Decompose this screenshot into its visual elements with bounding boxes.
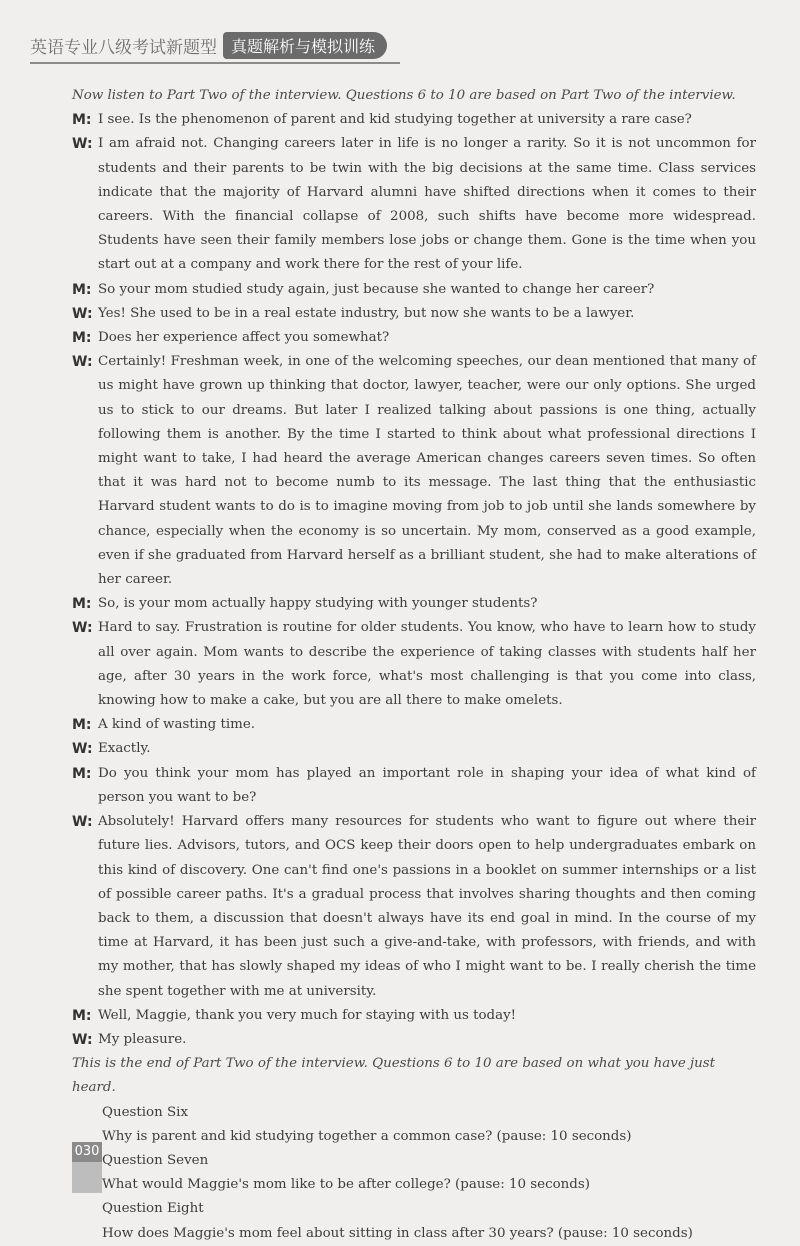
dialogue-turn bbox=[72, 616, 756, 713]
speaker-label: M: bbox=[72, 596, 92, 613]
dialogue-turn bbox=[72, 713, 756, 737]
speaker-label: M: bbox=[72, 112, 92, 129]
dialogue-turn bbox=[72, 326, 756, 350]
question-heading: Question Eight bbox=[102, 1201, 204, 1217]
part-outro-instruction: This is the end of Part Two of the interview. Questions 6 to 10 are based on what you have just heard. bbox=[72, 1056, 716, 1096]
book-series-title: 英语专业八级考试新题型 bbox=[30, 37, 217, 58]
page-number: 030 bbox=[72, 1142, 102, 1162]
dialogue-turn bbox=[72, 132, 756, 277]
utterance-text: Certainly! Freshman week, in one of the welcoming speeches, our dean mentioned that many of us might have grown up thinking that doctor, lawyer, teacher, were our only options. She urged us to stick to our dreams. But later I realized talking about passions is one thing, actually following them is another. By the time I started to think about what professional directions I might want to take, I had heard the average American changes careers seven times. So often that it was hard not to become numb to its message. The last thing that the enthusiastic Harvard student wants to do is to imagine moving from job to job until she lands somewhere by chance, especially when the economy is so uncertain. My mom, conserved as a good example, even if she graduated from Harvard herself as a brilliant student, she had to make alterations of her career. bbox=[98, 354, 756, 588]
utterance-text: So your mom studied study again, just because she wanted to change her career? bbox=[98, 281, 655, 297]
book-subtitle-badge: 真题解析与模拟训练 bbox=[223, 32, 387, 59]
speaker-label: M: bbox=[72, 765, 92, 782]
utterance-text: So, is your mom actually happy studying with younger students? bbox=[98, 596, 538, 612]
speaker-label: M: bbox=[72, 717, 92, 734]
question-text: Why is parent and kid studying together a common case? (pause: 10 seconds) bbox=[102, 1128, 632, 1144]
speaker-label: M: bbox=[72, 1007, 92, 1024]
dialogue-turn bbox=[72, 108, 756, 132]
utterance-text: Hard to say. Frustration is routine for older students. You know, who have to learn how to study all over again. Mom wants to describe the experience of taking classes with students half her age, after 30 years in the work force, what's most challenging is that you come into class, knowing how to make a cake, but you are all there to make omelets. bbox=[98, 620, 756, 709]
question-heading: Question Seven bbox=[102, 1152, 209, 1168]
utterance-text: My pleasure. bbox=[98, 1031, 187, 1047]
dialogue-turn bbox=[72, 810, 756, 1004]
part-intro-instruction: Now listen to Part Two of the interview. Questions 6 to 10 are based on Part Two of the interview. bbox=[72, 88, 736, 103]
question-list bbox=[102, 1101, 756, 1246]
utterance-text: Absolutely! Harvard offers many resources for students who want to figure out where their future lies. Advisors, tutors, and OCS keep their doors open to help undergraduates embark on this kind of discovery. One can't find one's passions in a booklet on summer internships or a list of possible career paths. It's a gradual process that involves sharing thoughts and then coming back to them, a discussion that doesn't always have its end goal in mind. In the course of my time at Harvard, it has been just such a give-and-take, with professors, with friends, and with my mother, that has slowly shaped my ideas of who I might want to be. I really cherish the time she spent together with me at university. bbox=[98, 814, 756, 999]
speaker-label: W: bbox=[72, 1031, 93, 1048]
dialogue-turn bbox=[72, 762, 756, 810]
utterance-text: Well, Maggie, thank you very much for staying with us today! bbox=[98, 1007, 517, 1023]
question-text: How does Maggie's mom feel about sitting in class after 30 years? (pause: 10 seconds) bbox=[102, 1225, 693, 1241]
utterance-text: I am afraid not. Changing careers later in life is no longer a rarity. So it is not uncommon for students and their parents to be twin with the big decisions at the same time. Class services indicate that the majority of Harvard alumni have shifted directions when it comes to their careers. With the financial collapse of 2008, such shifts have become more widespread. Students have seen their family members lose jobs or change them. Gone is the time when you start out at a company and work there for the rest of your life. bbox=[98, 136, 756, 273]
speaker-label: W: bbox=[72, 620, 93, 637]
speaker-label: W: bbox=[72, 354, 93, 371]
speaker-label: M: bbox=[72, 281, 92, 298]
dialogue-turn bbox=[72, 1028, 756, 1052]
dialogue-turn bbox=[72, 302, 756, 326]
utterance-text: I see. Is the phenomenon of parent and kid studying together at university a rare case? bbox=[98, 112, 692, 128]
transcript-body bbox=[72, 84, 756, 1246]
speaker-label: W: bbox=[72, 136, 93, 153]
speaker-label: W: bbox=[72, 741, 93, 758]
question-text: What would Maggie's mom like to be after college? (pause: 10 seconds) bbox=[102, 1177, 590, 1193]
page-header bbox=[30, 30, 387, 60]
header-divider bbox=[30, 62, 400, 64]
dialogue-turn bbox=[72, 350, 756, 592]
dialogue-turn bbox=[72, 737, 756, 761]
question-heading: Question Six bbox=[102, 1104, 189, 1120]
dialogue-turn bbox=[72, 1004, 756, 1028]
utterance-text: Does her experience affect you somewhat? bbox=[98, 330, 390, 346]
utterance-text: A kind of wasting time. bbox=[98, 717, 256, 733]
utterance-text: Exactly. bbox=[98, 741, 151, 757]
speaker-label: W: bbox=[72, 305, 93, 322]
utterance-text: Yes! She used to be in a real estate industry, but now she wants to be a lawyer. bbox=[98, 305, 635, 321]
speaker-label: W: bbox=[72, 814, 93, 831]
dialogue-turn bbox=[72, 592, 756, 616]
dialogue-turn bbox=[72, 278, 756, 302]
utterance-text: Do you think your mom has played an important role in shaping your idea of what kind of person you want to be? bbox=[98, 765, 756, 805]
speaker-label: M: bbox=[72, 330, 92, 347]
